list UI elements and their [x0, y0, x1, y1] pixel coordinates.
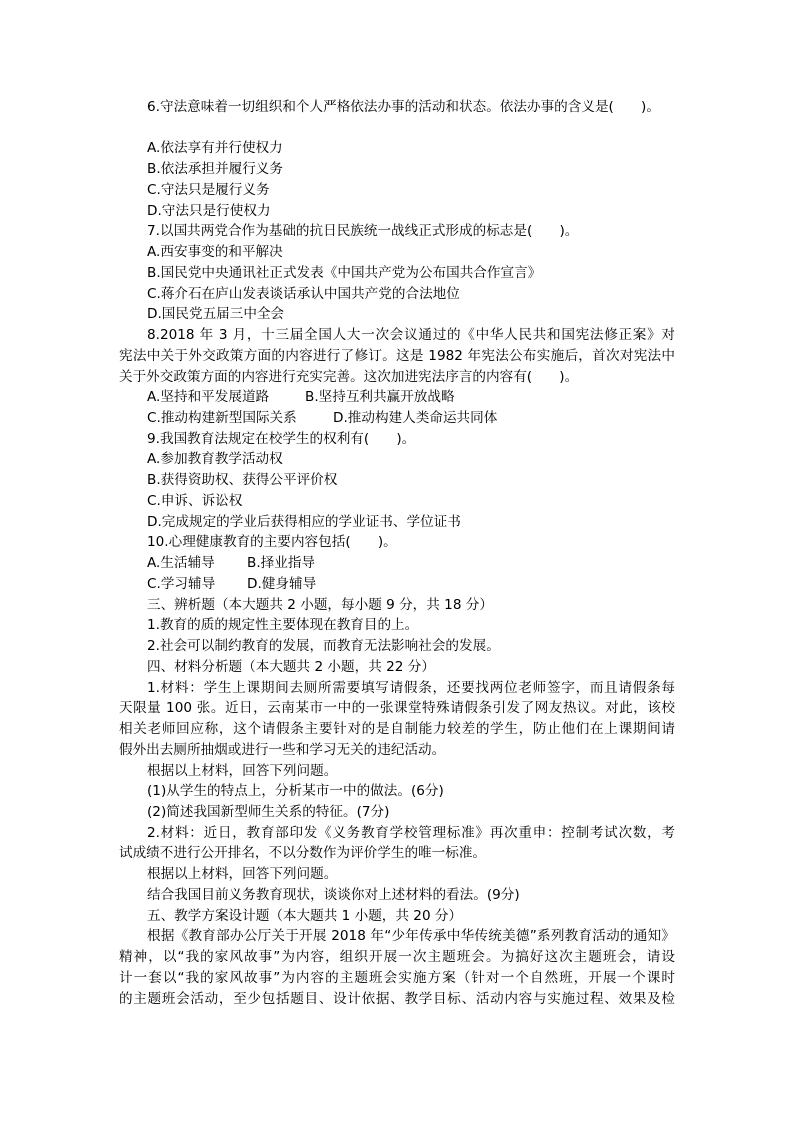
q10-option-b: B.择业指导	[247, 555, 316, 572]
q9-option-b: B.获得资助权、获得公平评价权	[147, 472, 338, 489]
material-2-line: 试成绩不进行公开排名，不以分数作为评价学生的唯一标准。	[119, 845, 487, 862]
q10-option-d: D.健身辅导	[247, 575, 317, 592]
q7-option-b: B.国民党中央通讯社正式发表《中国共产党为公布国共合作宣言》	[147, 264, 542, 281]
section-3-title: 三、辨析题（本大题共 2 小题，每小题 9 分，共 18 分）	[147, 596, 493, 613]
question-8-line: 关于外交政策方面的内容进行充实完善。这次加进宪法序言的内容有( )。	[119, 368, 579, 385]
q8-option-c: C.推动构建新型国际关系	[147, 410, 297, 427]
section-5-line: 计一套以“我的家风故事”为内容的主题班会实施方案（针对一个自然班，开展一个课时	[119, 969, 675, 986]
section-5-title: 五、教学方案设计题（本大题共 1 小题，共 20 分）	[147, 907, 463, 924]
q8-options-row	[119, 408, 675, 429]
q8-options-row	[119, 387, 675, 408]
q9-option-d: D.完成规定的学业后获得相应的学业证书、学位证书	[147, 513, 461, 530]
material-1-question: (1)从学生的特点上，分析某市一中的做法。(6分)	[147, 783, 444, 800]
q7-option-c: C.蒋介石在庐山发表谈话承认中国共产党的合法地位	[147, 285, 460, 302]
document-page	[119, 97, 675, 1009]
question-7-stem: 7.以国共两党合作为基础的抗日民族统一战线正式形成的标志是( )。	[147, 223, 579, 240]
material-1-prompt: 根据以上材料，回答下列问题。	[147, 762, 338, 779]
question-10-stem: 10.心理健康教育的主要内容包括( )。	[147, 534, 397, 551]
question-9-stem: 9.我国教育法规定在校学生的权利有( )。	[147, 430, 416, 447]
section-3-item: 1.教育的质的规定性主要体现在教育目的上。	[147, 617, 419, 634]
material-2-line: 2.材料：近日，教育部印发《义务教育学校管理标准》再次重申：控制考试次数，考	[147, 824, 675, 841]
section-5-line: 根据《教育部办公厅关于开展 2018 年“少年传承中华传统美德”系列教育活动的通知》	[147, 928, 675, 945]
material-2-question: 结合我国目前义务教育现状，谈谈你对上述材料的看法。(9分)	[147, 886, 520, 903]
q8-option-b: B.坚持互利共赢开放战略	[305, 389, 455, 406]
material-1-line: 天限量 100 张。近日，云南某市一中的一张课堂特殊请假条引发了网友热议。对此，该校	[119, 700, 675, 717]
q8-option-a: A.坚持和平发展道路	[147, 389, 270, 406]
section-3-item: 2.社会可以制约教育的发展，而教育无法影响社会的发展。	[147, 638, 500, 655]
section-5-line: 精神，以“我的家风故事”为内容，组织开展一次主题班会。为搞好这次主题班会，请设	[119, 949, 675, 966]
section-4-title: 四、材料分析题（本大题共 2 小题，共 22 分）	[147, 658, 435, 675]
question-8-line: 宪法中关于外交政策方面的内容进行了修订。这是 1982 年宪法公布实施后，首次对宪法中	[119, 347, 675, 364]
q9-option-a: A.参加教育教学活动权	[147, 451, 283, 468]
q8-option-d: D.推动构建人类命运共同体	[333, 410, 498, 427]
q6-option-c: C.守法只是履行义务	[147, 181, 270, 198]
section-5-line: 的主题班会活动，至少包括题目、设计依据、教学目标、活动内容与实施过程、效果及检	[119, 990, 675, 1007]
q10-options-row	[119, 574, 675, 595]
q7-option-d: D.国民党五届三中全会	[147, 306, 285, 323]
q10-options-row	[119, 553, 675, 574]
q7-option-a: A.西安事变的和平解决	[147, 244, 283, 261]
material-1-line: 假外出去厕所抽烟或进行一些和学习无关的违纪活动。	[119, 741, 446, 758]
q9-option-c: C.申诉、诉讼权	[147, 492, 243, 509]
q10-option-c: C.学习辅导	[147, 575, 216, 592]
question-8-line: 8.2018 年 3 月，十三届全国人大一次会议通过的《中华人民共和国宪法修正案》对	[147, 327, 675, 344]
q6-option-b: B.依法承担并履行义务	[147, 161, 283, 178]
q10-option-a: A.生活辅导	[147, 555, 215, 572]
question-6-stem: 6.守法意味着一切组织和个人严格依法办事的活动和状态。依法办事的含义是( )。	[147, 99, 660, 115]
material-1-question: (2)简述我国新型师生关系的特征。(7分)	[147, 803, 390, 820]
q6-option-d: D.守法只是行使权力	[147, 202, 271, 219]
blank-line	[119, 118, 675, 139]
material-2-prompt: 根据以上材料，回答下列问题。	[147, 866, 338, 883]
material-1-line: 1.材料：学生上课期间去厕所需要填写请假条，还要找两位老师签字，而且请假条每	[147, 679, 675, 696]
material-1-line: 相关老师回应称，这个请假条主要针对的是自制能力较差的学生，防止他们在上课期间请	[119, 721, 675, 738]
q6-option-a: A.依法享有并行使权力	[147, 140, 283, 157]
